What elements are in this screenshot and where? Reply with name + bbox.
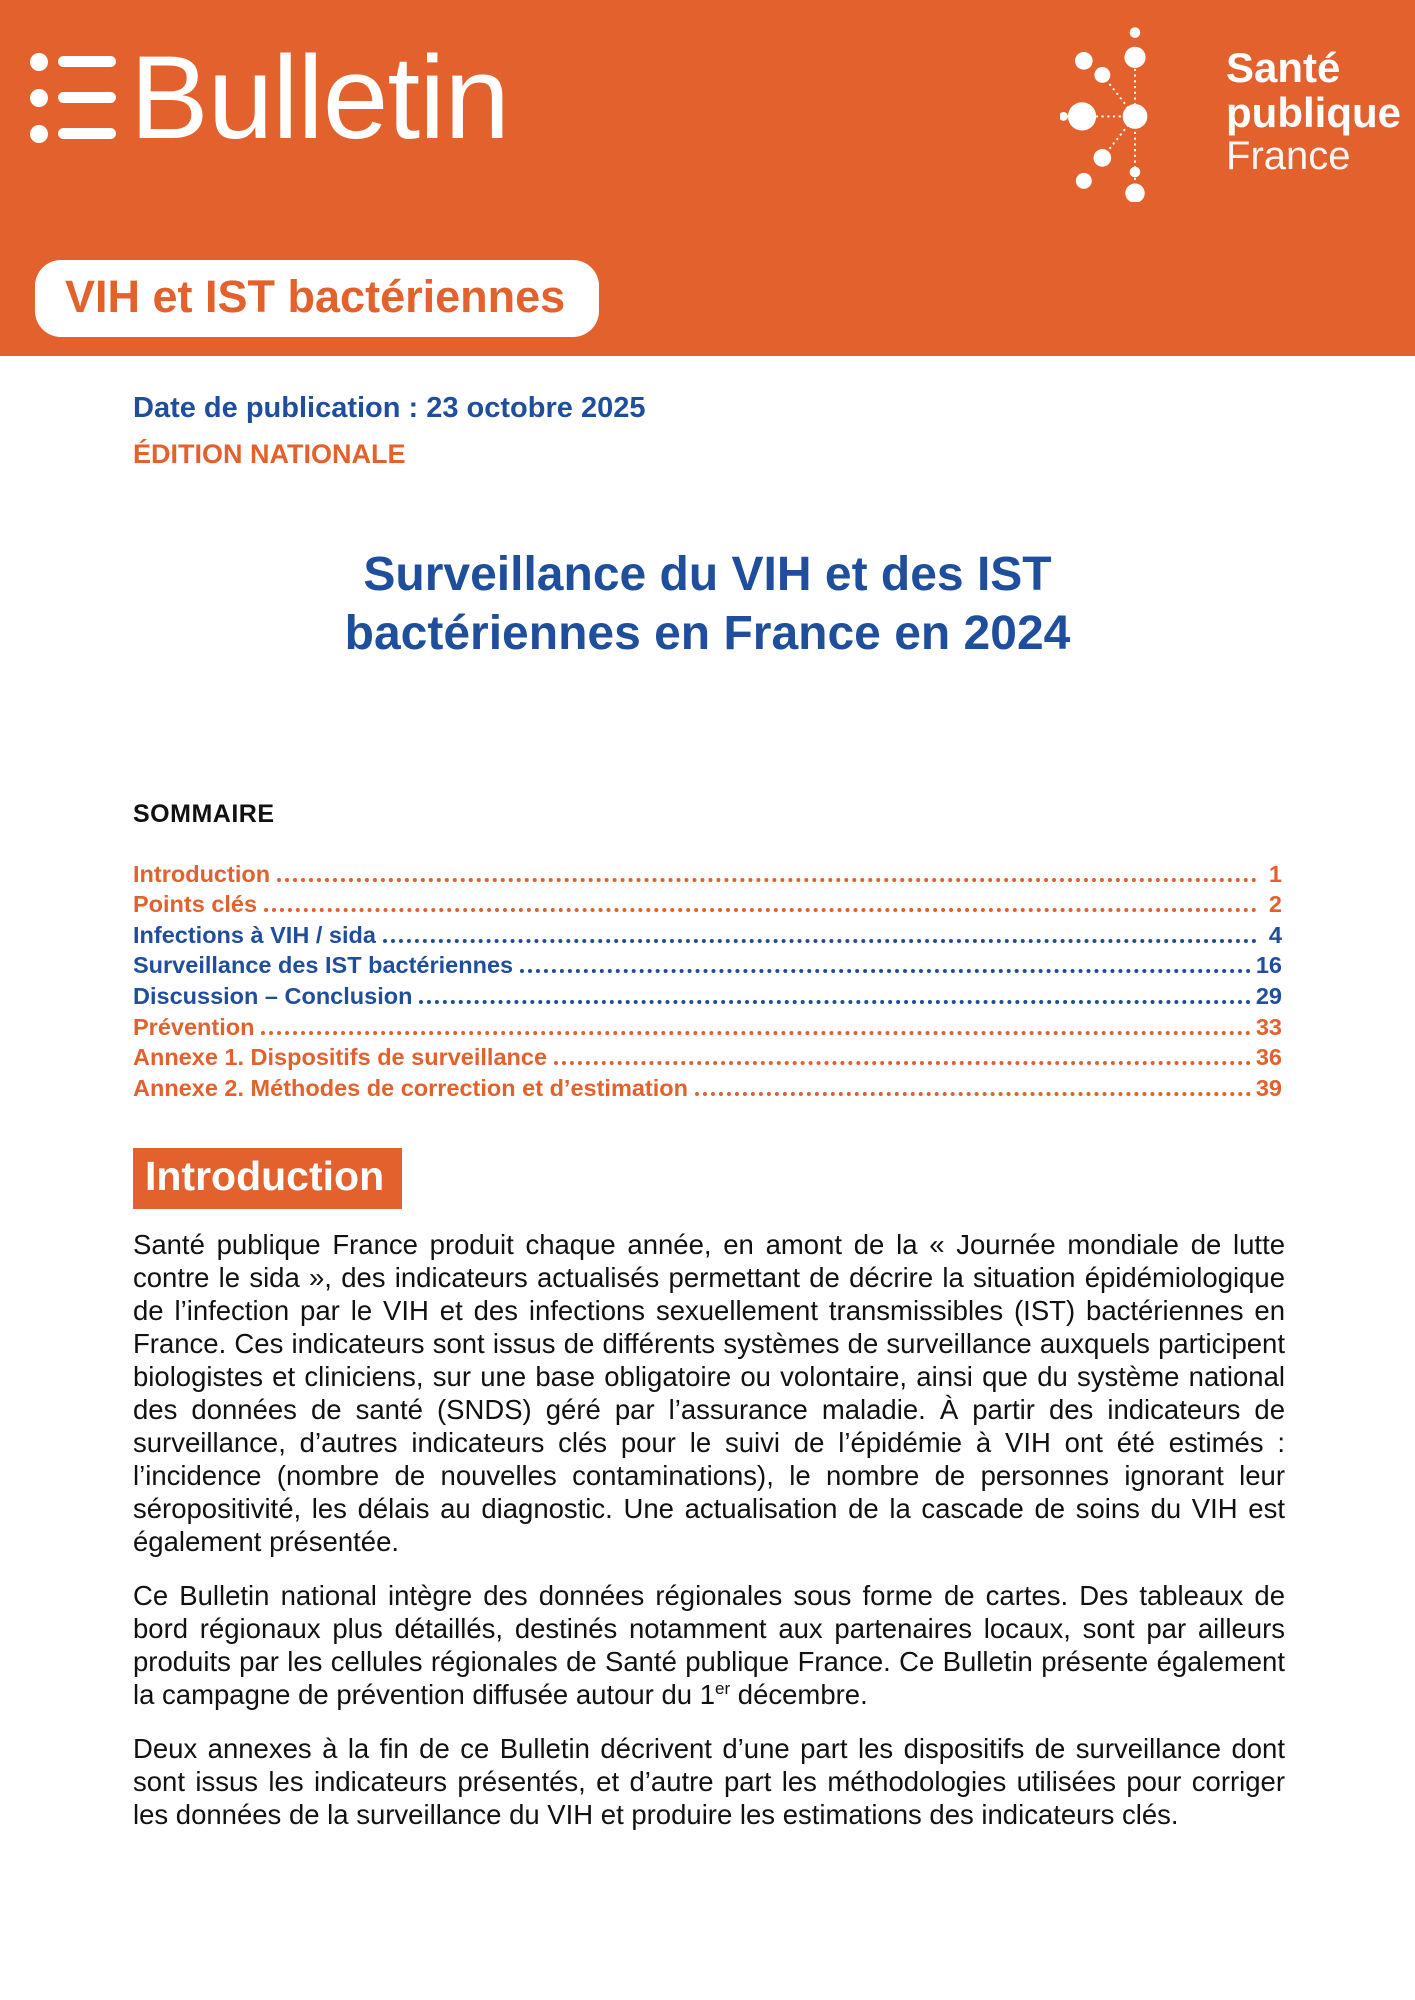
network-dots-icon (1060, 22, 1210, 202)
sante-publique-france-logo (1060, 22, 1401, 202)
topic-badge: VIH et IST bactériennes (35, 260, 599, 337)
toc-entry-label: Surveillance des IST bactériennes (133, 952, 514, 979)
paragraph-2-superscript: er (715, 1678, 731, 1698)
toc-leader-dots (261, 1031, 1250, 1035)
publication-date: Date de publication : 23 octobre 2025 (133, 392, 646, 424)
toc-leader-dots (419, 1000, 1250, 1004)
toc-entry-page: 1 (1262, 860, 1282, 887)
toc-entry-page: 29 (1255, 983, 1282, 1010)
toc-entry-surveillance-ist[interactable] (133, 949, 1282, 980)
toc-leader-dots (520, 969, 1251, 973)
list-icon (30, 34, 116, 162)
introduction-paragraph-3: Deux annexes à la fin de ce Bulletin décrivent d’une part les dispositifs de surveillance dont sont issus les indicateurs présentés, et d’autre part les méthodologies utilisées pour corriger les données de la surveillance du VIH et produire les estimations des indicateurs clés. (133, 1732, 1285, 1830)
toc-entry-label: Points clés (133, 891, 258, 918)
paragraph-2-text-a: Ce Bulletin national intègre des données régionales sous forme de cartes. Des tableaux de bord régionaux plus détaillés, destinés notamment aux partenaires locaux, sont par ailleurs produits par les cellules régionales de Santé publique France. Ce Bulletin présente également la campagne de prévention diffusée autour du 1 (133, 1579, 1285, 1710)
toc-leader-dots (695, 1092, 1251, 1096)
publication-meta (133, 392, 1415, 470)
toc-entry-page: 36 (1255, 1044, 1282, 1071)
toc-entry-page: 16 (1255, 952, 1282, 979)
table-of-contents (133, 857, 1282, 1102)
introduction-paragraph-2 (133, 1579, 1285, 1711)
toc-leader-dots (554, 1061, 1251, 1065)
toc-entry-page: 4 (1262, 921, 1282, 948)
toc-entry-label: Discussion – Conclusion (133, 983, 413, 1010)
toc-entry-infections-vih-sida[interactable] (133, 918, 1282, 949)
bulletin-logo (30, 34, 509, 162)
introduction-paragraph-1: Santé publique France produit chaque année, en amont de la « Journée mondiale de lutte contre le sida », des indicateurs actualisés permettant de décrire la situation épidémiologique de l’infection par le VIH et des infections sexuellement transmissibles (IST) bactériennes en France. Ces indicateurs sont issus de différents systèmes de surveillance auxquels participent biologistes et cliniciens, sur une base obligatoire ou volontaire, ainsi que du système national des données de santé (SNDS) géré par l’assurance maladie. À partir des indicateurs de surveillance, d’autres indicateurs clés pour le suivi de l’épidémie à VIH ont été estimés : l’incidence (nombre de nouvelles contaminations), le nombre de personnes ignorant leur séropositivité, les délais au diagnostic. Une actualisation de la cascade de soins du VIH est également présentée. (133, 1228, 1285, 1557)
spf-logo-line2: publique (1226, 88, 1401, 136)
spf-logo-line1: Santé (1226, 44, 1341, 92)
toc-entry-points-cles[interactable] (133, 888, 1282, 919)
toc-entry-introduction[interactable] (133, 857, 1282, 888)
spf-logo-line3: France (1226, 134, 1351, 179)
toc-entry-page: 33 (1255, 1013, 1282, 1040)
toc-entry-page: 2 (1262, 891, 1282, 918)
header-band (0, 0, 1415, 356)
edition-label: ÉDITION NATIONALE (133, 439, 406, 469)
toc-leader-dots (383, 939, 1257, 943)
toc-entry-label: Annexe 1. Dispositifs de surveillance (133, 1044, 548, 1071)
toc-leader-dots (277, 878, 1257, 882)
toc-entry-page: 39 (1255, 1074, 1282, 1101)
toc-entry-annexe-2[interactable] (133, 1071, 1282, 1102)
introduction-body (133, 1228, 1285, 1831)
toc-entry-annexe-1[interactable] (133, 1041, 1282, 1072)
document-title-line2: bactériennes en France en 2024 (344, 606, 1071, 660)
section-heading-introduction: Introduction (133, 1148, 402, 1209)
toc-heading: SOMMAIRE (133, 800, 275, 829)
toc-entry-label: Prévention (133, 1013, 255, 1040)
toc-entry-label: Infections à VIH / sida (133, 921, 376, 948)
toc-entry-label: Introduction (133, 860, 271, 887)
bulletin-wordmark: Bulletin (130, 32, 510, 164)
spf-logo-text (1226, 46, 1401, 177)
toc-entry-discussion-conclusion[interactable] (133, 979, 1282, 1010)
document-title-line1: Surveillance du VIH et des IST (363, 548, 1052, 601)
toc-entry-label: Annexe 2. Méthodes de correction et d’estimation (133, 1074, 688, 1101)
toc-leader-dots (264, 908, 1257, 912)
toc-entry-prevention[interactable] (133, 1010, 1282, 1041)
paragraph-2-text-b: décembre. (730, 1678, 868, 1710)
document-title (0, 546, 1415, 663)
